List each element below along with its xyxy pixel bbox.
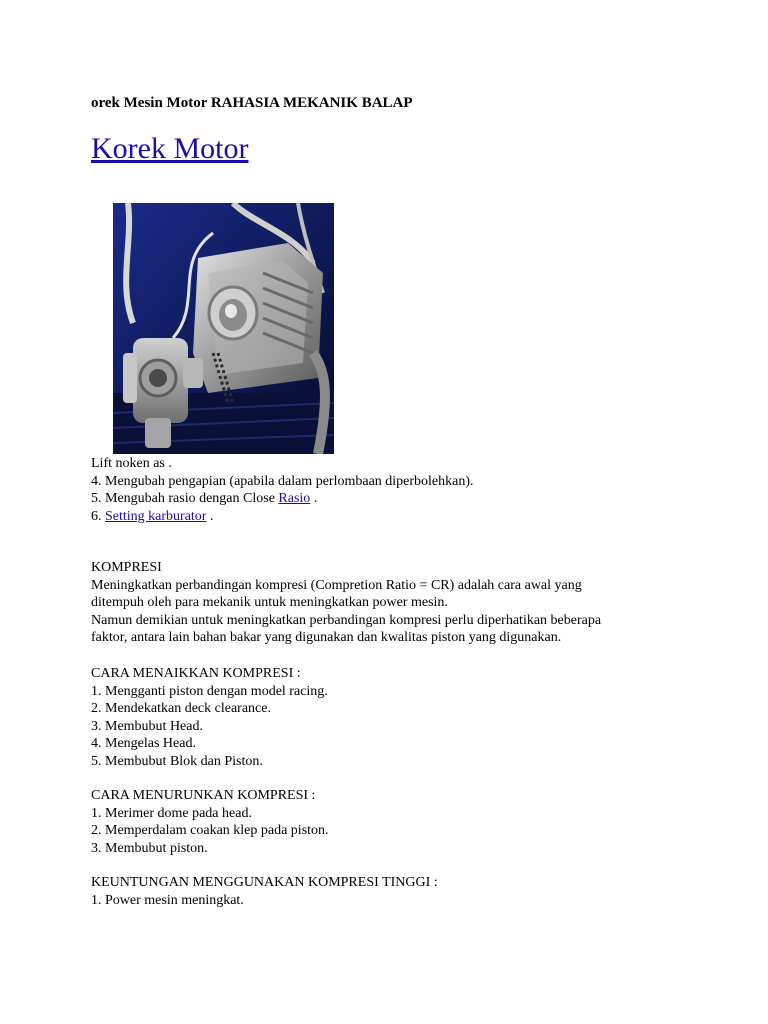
- list-item: Lift noken as .: [91, 456, 172, 471]
- article-subtitle: orek Mesin Motor RAHASIA MEKANIK BALAP: [91, 95, 413, 111]
- setting-karburator-link[interactable]: Setting karburator: [105, 508, 207, 524]
- section-heading: KEUNTUNGAN MENGGUNAKAN KOMPRESI TINGGI :: [91, 875, 438, 890]
- paragraph-line: faktor, antara lain bahan bakar yang digunakan dan kwalitas piston yang digunakan.: [91, 630, 562, 646]
- paragraph-line: Namun demikian untuk meningkatkan perbandingan kompresi perlu diperhatikan beberapa: [91, 612, 602, 628]
- rasio-link[interactable]: Rasio: [278, 491, 311, 507]
- paragraph-line: Meningkatkan perbandingan kompresi (Compretion Ratio = CR) adalah cara awal yang: [91, 577, 582, 593]
- list-item-text: .: [206, 508, 214, 524]
- section-heading: CARA MENURUNKAN KOMPRESI :: [91, 788, 316, 803]
- list-item: 1. Mengganti piston dengan model racing.: [91, 683, 328, 699]
- list-item-text: 5. Mengubah rasio dengan Close: [91, 491, 279, 507]
- keuntungan-section: [91, 874, 691, 909]
- list-item: [91, 508, 691, 526]
- list-item: 2. Memperdalam coakan klep pada piston.: [91, 823, 329, 839]
- section-heading: CARA MENAIKKAN KOMPRESI :: [91, 666, 301, 681]
- list-item: 1. Power mesin meningkat.: [91, 892, 244, 908]
- article-title: [91, 130, 248, 168]
- list-item: [91, 490, 691, 508]
- menaikkan-section: [91, 665, 691, 771]
- engine-carburetor-photo: [113, 203, 334, 454]
- menurunkan-section: [91, 787, 691, 857]
- list-item: 4. Mengubah pengapian (apabila dalam perlombaan diperbolehkan).: [91, 473, 474, 489]
- paragraph-line: ditempuh oleh para mekanik untuk meningkatkan power mesin.: [91, 595, 448, 611]
- list-item: 5. Membubut Blok dan Piston.: [91, 753, 263, 769]
- list-item: 3. Membubut piston.: [91, 840, 208, 856]
- tuning-list: [91, 455, 691, 525]
- list-item: 2. Mendekatkan deck clearance.: [91, 701, 271, 717]
- list-item: 3. Membubut Head.: [91, 718, 203, 734]
- list-item-text: 6.: [91, 508, 105, 524]
- section-heading: KOMPRESI: [91, 560, 162, 575]
- list-item: 4. Mengelas Head.: [91, 736, 196, 752]
- article-title-link[interactable]: Korek Motor: [91, 132, 249, 165]
- kompresi-section: [91, 559, 691, 647]
- engine-photo-illustration: [113, 203, 334, 454]
- list-item: 1. Merimer dome pada head.: [91, 805, 252, 821]
- list-item-text: .: [310, 491, 318, 507]
